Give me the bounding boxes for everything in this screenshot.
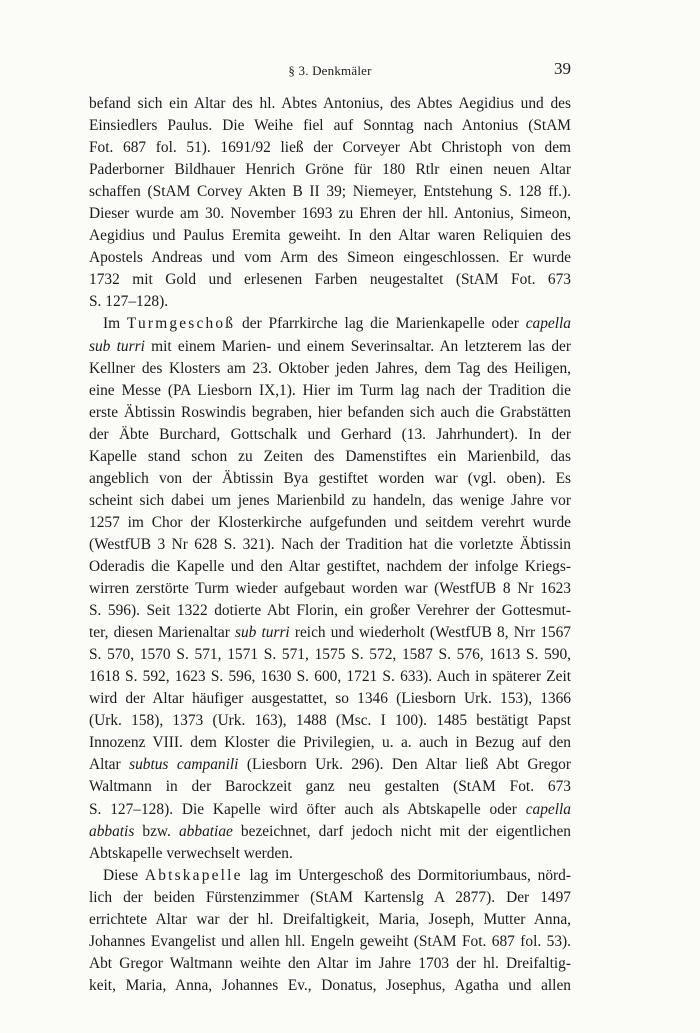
text-run: bzw. bbox=[134, 822, 179, 840]
text-line bbox=[89, 512, 571, 534]
text-run: Abtskapelle verwechselt werden. bbox=[89, 844, 293, 862]
text-line bbox=[89, 181, 571, 203]
text-line bbox=[89, 313, 571, 335]
text-run: Johannes Evangelist und allen hll. Engeln geweiht (StAM Fot. 687 fol. 53). bbox=[89, 932, 571, 950]
text-run: S. 127–128). bbox=[89, 293, 169, 311]
text-run: S. 596). Seit 1322 dotierte Abt Florin, ein großer Verehrer der Gottesmut- bbox=[89, 602, 571, 620]
text-line bbox=[89, 732, 571, 754]
page-number: 39 bbox=[554, 59, 571, 78]
italic-term: capella bbox=[525, 800, 571, 818]
text-run: errichtete Altar war der hl. Dreifaltigkeit, Maria, Joseph, Mutter Anna, bbox=[89, 910, 571, 928]
text-line bbox=[89, 424, 571, 446]
text-run: (Urk. 158), 1373 (Urk. 163), 1488 (Msc. I 100). 1485 bestätigt Papst bbox=[89, 712, 571, 730]
text-line bbox=[89, 269, 571, 291]
running-head: § 3. Denkmäler bbox=[288, 63, 372, 78]
text-run: reich und wiederholt (WestfUB 8, Nrr 1567 bbox=[289, 624, 572, 642]
text-line bbox=[89, 931, 571, 953]
text-run: keit, Maria, Anna, Johannes Ev., Donatus, Josephus, Agatha und allen bbox=[89, 976, 571, 994]
spaced-heading-term: Abtskapelle bbox=[144, 866, 243, 884]
italic-term: abbatis bbox=[89, 822, 135, 840]
italic-term: abbatiae bbox=[178, 822, 233, 840]
text-run: Kapelle stand schon zu Zeiten des Damenstiftes ein Marienbild, das bbox=[89, 447, 571, 465]
text-run: mit einem Marien- und einem Severinsaltar. An letzterem las der bbox=[144, 337, 571, 355]
text-run: Im bbox=[103, 315, 127, 333]
text-line bbox=[89, 380, 571, 402]
text-run: S. 570, 1570 S. 571, 1571 S. 571, 1575 S. 572, 1587 S. 576, 1613 S. 590, bbox=[89, 646, 571, 664]
text-line bbox=[89, 93, 571, 115]
text-run: 1732 mit Gold und erlesenen Farben neugestaltet (StAM Fot. 673 bbox=[89, 271, 571, 289]
text-line bbox=[89, 776, 571, 798]
text-run: (Liesborn Urk. 296). Den Altar ließ Abt Gregor bbox=[238, 756, 571, 774]
italic-term: sub turri bbox=[89, 337, 145, 355]
text-line bbox=[89, 468, 571, 490]
text-line bbox=[89, 666, 571, 688]
text-run: der Pfarrkirche lag die Marienkapelle oder bbox=[235, 315, 526, 333]
text-run: wirren zerstörte Turm wieder aufgebaut worden war (WestfUB 8 Nr 1623 bbox=[89, 580, 571, 598]
text-run: S. 127–128). Die Kapelle wird öfter auch als Abtskapelle oder bbox=[89, 800, 526, 818]
text-run: lag im Untergeschoß des Dormitoriumbaus, nörd- bbox=[242, 866, 572, 884]
text-run: Einsiedlers Paulus. Die Weihe fiel auf Sonntag nach Antonius (StAM bbox=[89, 117, 571, 135]
text-line bbox=[89, 688, 571, 710]
text-run: Altar bbox=[89, 756, 130, 774]
text-run: scheint sich dabei um jenes Marienbild zu handeln, das wenige Jahre vor bbox=[89, 491, 571, 509]
text-line bbox=[89, 644, 571, 666]
text-run: Fot. 687 fol. 51). 1691/92 ließ der Corveyer Abt Christoph von dem bbox=[89, 139, 571, 157]
text-line bbox=[89, 821, 571, 843]
text-line bbox=[89, 578, 571, 600]
text-line bbox=[89, 225, 571, 247]
spaced-heading-term: Turmgeschoß bbox=[126, 315, 236, 333]
text-line bbox=[89, 710, 571, 732]
text-line bbox=[89, 953, 571, 975]
text-run: Waltmann in der Barockzeit ganz neu gestalten (StAM Fot. 673 bbox=[89, 778, 571, 796]
text-run: befand sich ein Altar des hl. Abtes Antonius, des Abtes Aegidius und des bbox=[89, 95, 571, 112]
text-run: lich der beiden Fürstenzimmer (StAM Kartenslg A 2877). Der 1497 bbox=[89, 888, 571, 906]
text-line bbox=[89, 203, 571, 225]
text-line bbox=[89, 843, 571, 865]
text-run: Kellner des Klosters am 23. Oktober jeden Jahres, dem Tag des Heiligen, bbox=[89, 359, 571, 377]
page-header bbox=[89, 55, 571, 81]
body-text bbox=[89, 93, 571, 997]
text-run: Dieser wurde am 30. November 1693 zu Ehren der hll. Antonius, Simeon, bbox=[89, 205, 571, 223]
text-line bbox=[89, 446, 571, 468]
text-line bbox=[89, 600, 571, 622]
text-run: Innozenz VIII. dem Kloster die Privilegien, u. a. auch in Bezug auf den bbox=[89, 734, 571, 752]
text-run: 1618 S. 592, 1623 S. 596, 1630 S. 600, 1721 S. 633). Auch in späterer Zeit bbox=[89, 668, 571, 686]
text-run: der Äbte Burchard, Gottschalk und Gerhard (13. Jahrhundert). In der bbox=[89, 425, 571, 443]
italic-term: capella bbox=[525, 315, 571, 333]
text-run: (WestfUB 3 Nr 628 S. 321). Nach der Tradition hat die vorletzte Äbtissin bbox=[89, 535, 571, 553]
text-run: schaffen (StAM Corvey Akten B II 39; Niemeyer, Entstehung S. 128 ff.). bbox=[89, 183, 571, 201]
text-line bbox=[89, 865, 571, 887]
text-run: Aegidius und Paulus Eremita geweiht. In den Altar waren Reliquien des bbox=[89, 227, 571, 245]
text-run: erste Äbtissin Roswindis begraben, hier befanden sich auch die Grabstätten bbox=[89, 403, 571, 421]
text-run: eine Messe (PA Liesborn IX,1). Hier im Turm lag nach der Tradition die bbox=[89, 381, 571, 399]
text-run: ter, diesen Marienaltar bbox=[89, 624, 235, 642]
text-line bbox=[89, 291, 571, 313]
text-run: Diese bbox=[103, 866, 145, 884]
text-line bbox=[89, 115, 571, 137]
text-run: wird der Altar häufiger ausgestattet, so 1346 (Liesborn Urk. 153), 1366 bbox=[89, 690, 571, 708]
text-line bbox=[89, 247, 571, 269]
text-run: 1257 im Chor der Klosterkirche aufgefunden und seitdem verehrt wurde bbox=[89, 513, 571, 531]
text-run: angeblich von der Äbtissin Bya gestiftet worden war (vgl. oben). Es bbox=[89, 469, 571, 487]
text-line bbox=[89, 975, 571, 997]
text-line bbox=[89, 556, 571, 578]
text-line bbox=[89, 137, 571, 159]
text-line bbox=[89, 909, 571, 931]
text-line bbox=[89, 887, 571, 909]
italic-term: subtus campanili bbox=[129, 756, 239, 774]
text-run: bezeichnet, darf jedoch nicht mit der eigentlichen bbox=[232, 822, 571, 840]
text-line bbox=[89, 358, 571, 380]
text-line bbox=[89, 402, 571, 424]
text-line bbox=[89, 799, 571, 821]
text-run: Oderadis die Kapelle und den Altar gestiftet, nachdem der infolge Kriegs- bbox=[89, 557, 571, 575]
text-run: Apostels Andreas und vom Arm des Simeon eingeschlossen. Er wurde bbox=[89, 249, 571, 267]
text-line bbox=[89, 754, 571, 776]
text-line bbox=[89, 622, 571, 644]
text-run: Abt Gregor Waltmann weihte den Altar im Jahre 1703 der hl. Dreifaltig- bbox=[89, 954, 571, 972]
text-line bbox=[89, 159, 571, 181]
italic-term: sub turri bbox=[234, 624, 290, 642]
text-line bbox=[89, 534, 571, 556]
text-line bbox=[89, 490, 571, 512]
text-line bbox=[89, 336, 571, 358]
text-run: Paderborner Bildhauer Henrich Gröne für 180 Rtlr einen neuen Altar bbox=[89, 161, 571, 179]
